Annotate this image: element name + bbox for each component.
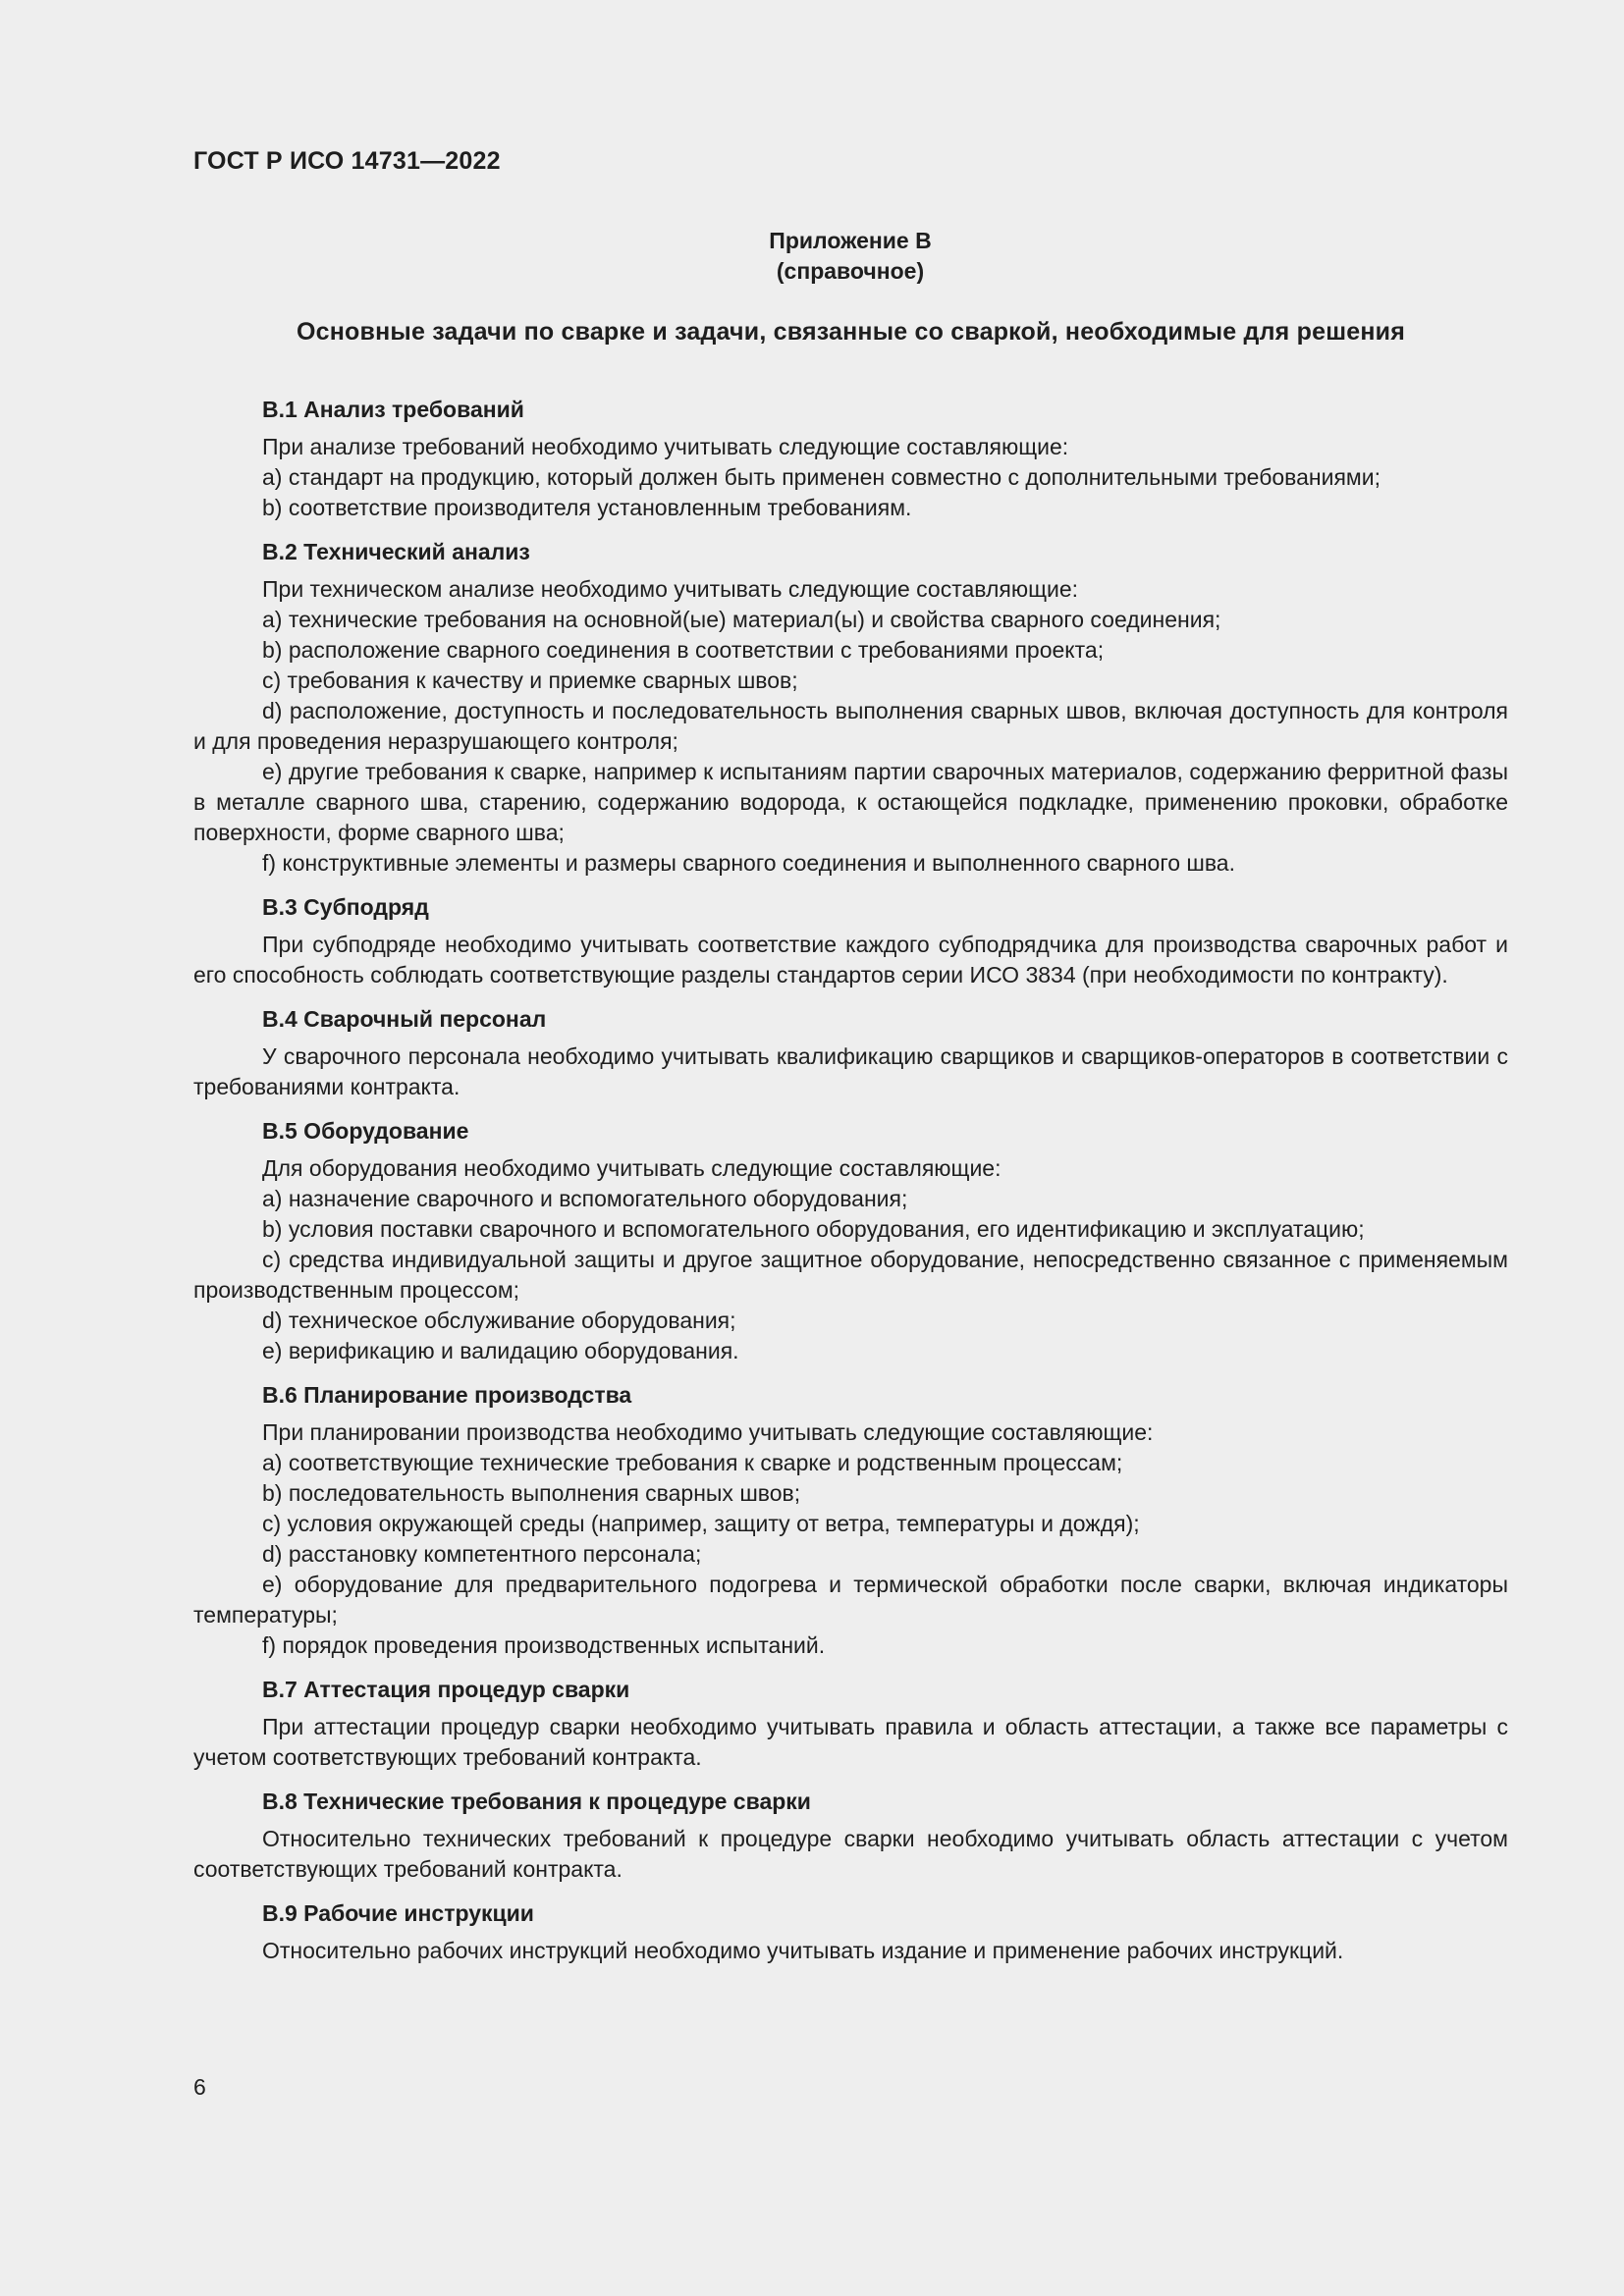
paragraph: Относительно рабочих инструкций необходимо учитывать издание и применение рабочих инструкций.	[262, 1938, 1344, 1963]
list-item: c) требования к качеству и приемке сварных швов;	[262, 667, 798, 693]
list-item: d) расстановку компетентного персонала;	[262, 1541, 702, 1567]
section-heading: B.2 Технический анализ	[262, 539, 530, 564]
list-item: a) соответствующие технические требования к сварке и родственным процессам;	[262, 1450, 1123, 1475]
list-item: d) расположение, доступность и последовательность выполнения сварных швов, включая доступность для контроля и для проведения неразрушающего контроля;	[193, 698, 1508, 754]
section-heading: B.3 Субподряд	[262, 894, 429, 920]
list-item: b) последовательность выполнения сварных швов;	[262, 1480, 801, 1506]
section	[193, 1787, 1508, 1885]
list-item: b) соответствие производителя установленным требованиям.	[262, 495, 912, 520]
page-number: 6	[193, 2074, 206, 2100]
annex-main-title: Основные задачи по сварке и задачи, связанные со сваркой, необходимые для решения	[297, 318, 1405, 346]
paragraph: Для оборудования необходимо учитывать следующие составляющие:	[262, 1155, 1001, 1181]
section-heading: B.8 Технические требования к процедуре сварки	[262, 1789, 811, 1814]
list-item: f) конструктивные элементы и размеры сварного соединения и выполненного сварного шва.	[262, 850, 1235, 876]
list-item: a) стандарт на продукцию, который должен быть применен совместно с дополнительными требованиями;	[262, 464, 1380, 490]
paragraph: При техническом анализе необходимо учитывать следующие составляющие:	[262, 576, 1079, 602]
section-heading: B.7 Аттестация процедур сварки	[262, 1677, 630, 1702]
section-heading: B.9 Рабочие инструкции	[262, 1900, 534, 1926]
list-item: a) назначение сварочного и вспомогательного оборудования;	[262, 1186, 908, 1211]
annex-content	[193, 395, 1508, 1980]
list-item: b) условия поставки сварочного и вспомогательного оборудования, его идентификацию и эксплуатацию;	[262, 1216, 1365, 1242]
section-heading: B.4 Сварочный персонал	[262, 1006, 547, 1032]
list-item: a) технические требования на основной(ые) материал(ы) и свойства сварного соединения;	[262, 607, 1221, 632]
list-item: e) оборудование для предварительного подогрева и термической обработки после сварки, включая индикаторы температуры;	[193, 1572, 1508, 1628]
paragraph: При планировании производства необходимо учитывать следующие составляющие:	[262, 1419, 1154, 1445]
annex-title: Приложение B	[769, 228, 932, 253]
list-item: c) условия окружающей среды (например, защиту от ветра, температуры и дождя);	[262, 1511, 1140, 1536]
section-heading: B.1 Анализ требований	[262, 397, 524, 422]
section	[193, 1898, 1508, 1966]
list-item: f) порядок проведения производственных испытаний.	[262, 1632, 826, 1658]
list-item: b) расположение сварного соединения в соответствии с требованиями проекта;	[262, 637, 1105, 663]
document-code: ГОСТ Р ИСО 14731—2022	[193, 147, 501, 175]
section	[193, 1004, 1508, 1102]
list-item: d) техническое обслуживание оборудования;	[262, 1308, 736, 1333]
list-item: e) верификацию и валидацию оборудования.	[262, 1338, 739, 1363]
paragraph: У сварочного персонала необходимо учитывать квалификацию сварщиков и сварщиков-операторов в соответствии с требованиями контракта.	[193, 1043, 1508, 1099]
paragraph: При субподряде необходимо учитывать соответствие каждого субподрядчика для производства сварочных работ и его способность соблюдать соответствующие разделы стандартов серии ИСО 3834 (при необходимости по контракту).	[193, 932, 1508, 988]
section	[193, 537, 1508, 879]
section	[193, 395, 1508, 523]
section	[193, 1675, 1508, 1773]
section	[193, 892, 1508, 990]
list-item: c) средства индивидуальной защиты и другое защитное оборудование, непосредственно связанное с применяемым производственным процессом;	[193, 1247, 1508, 1303]
annex-subtitle: (справочное)	[776, 258, 925, 284]
paragraph: При аттестации процедур сварки необходимо учитывать правила и область аттестации, а также все параметры с учетом соответствующих требований контракта.	[193, 1714, 1508, 1770]
section-heading: B.6 Планирование производства	[262, 1382, 632, 1408]
paragraph: Относительно технических требований к процедуре сварки необходимо учитывать область аттестации с учетом соответствующих требований контракта.	[193, 1826, 1508, 1882]
section	[193, 1116, 1508, 1366]
section	[193, 1380, 1508, 1661]
list-item: e) другие требования к сварке, например к испытаниям партии сварочных материалов, содержанию ферритной фазы в металле сварного шва, старению, содержанию водорода, к остающейся подкладке, применению проковки, обработке поверхности, форме сварного шва;	[193, 759, 1508, 845]
paragraph: При анализе требований необходимо учитывать следующие составляющие:	[262, 434, 1069, 459]
section-heading: B.5 Оборудование	[262, 1118, 469, 1144]
